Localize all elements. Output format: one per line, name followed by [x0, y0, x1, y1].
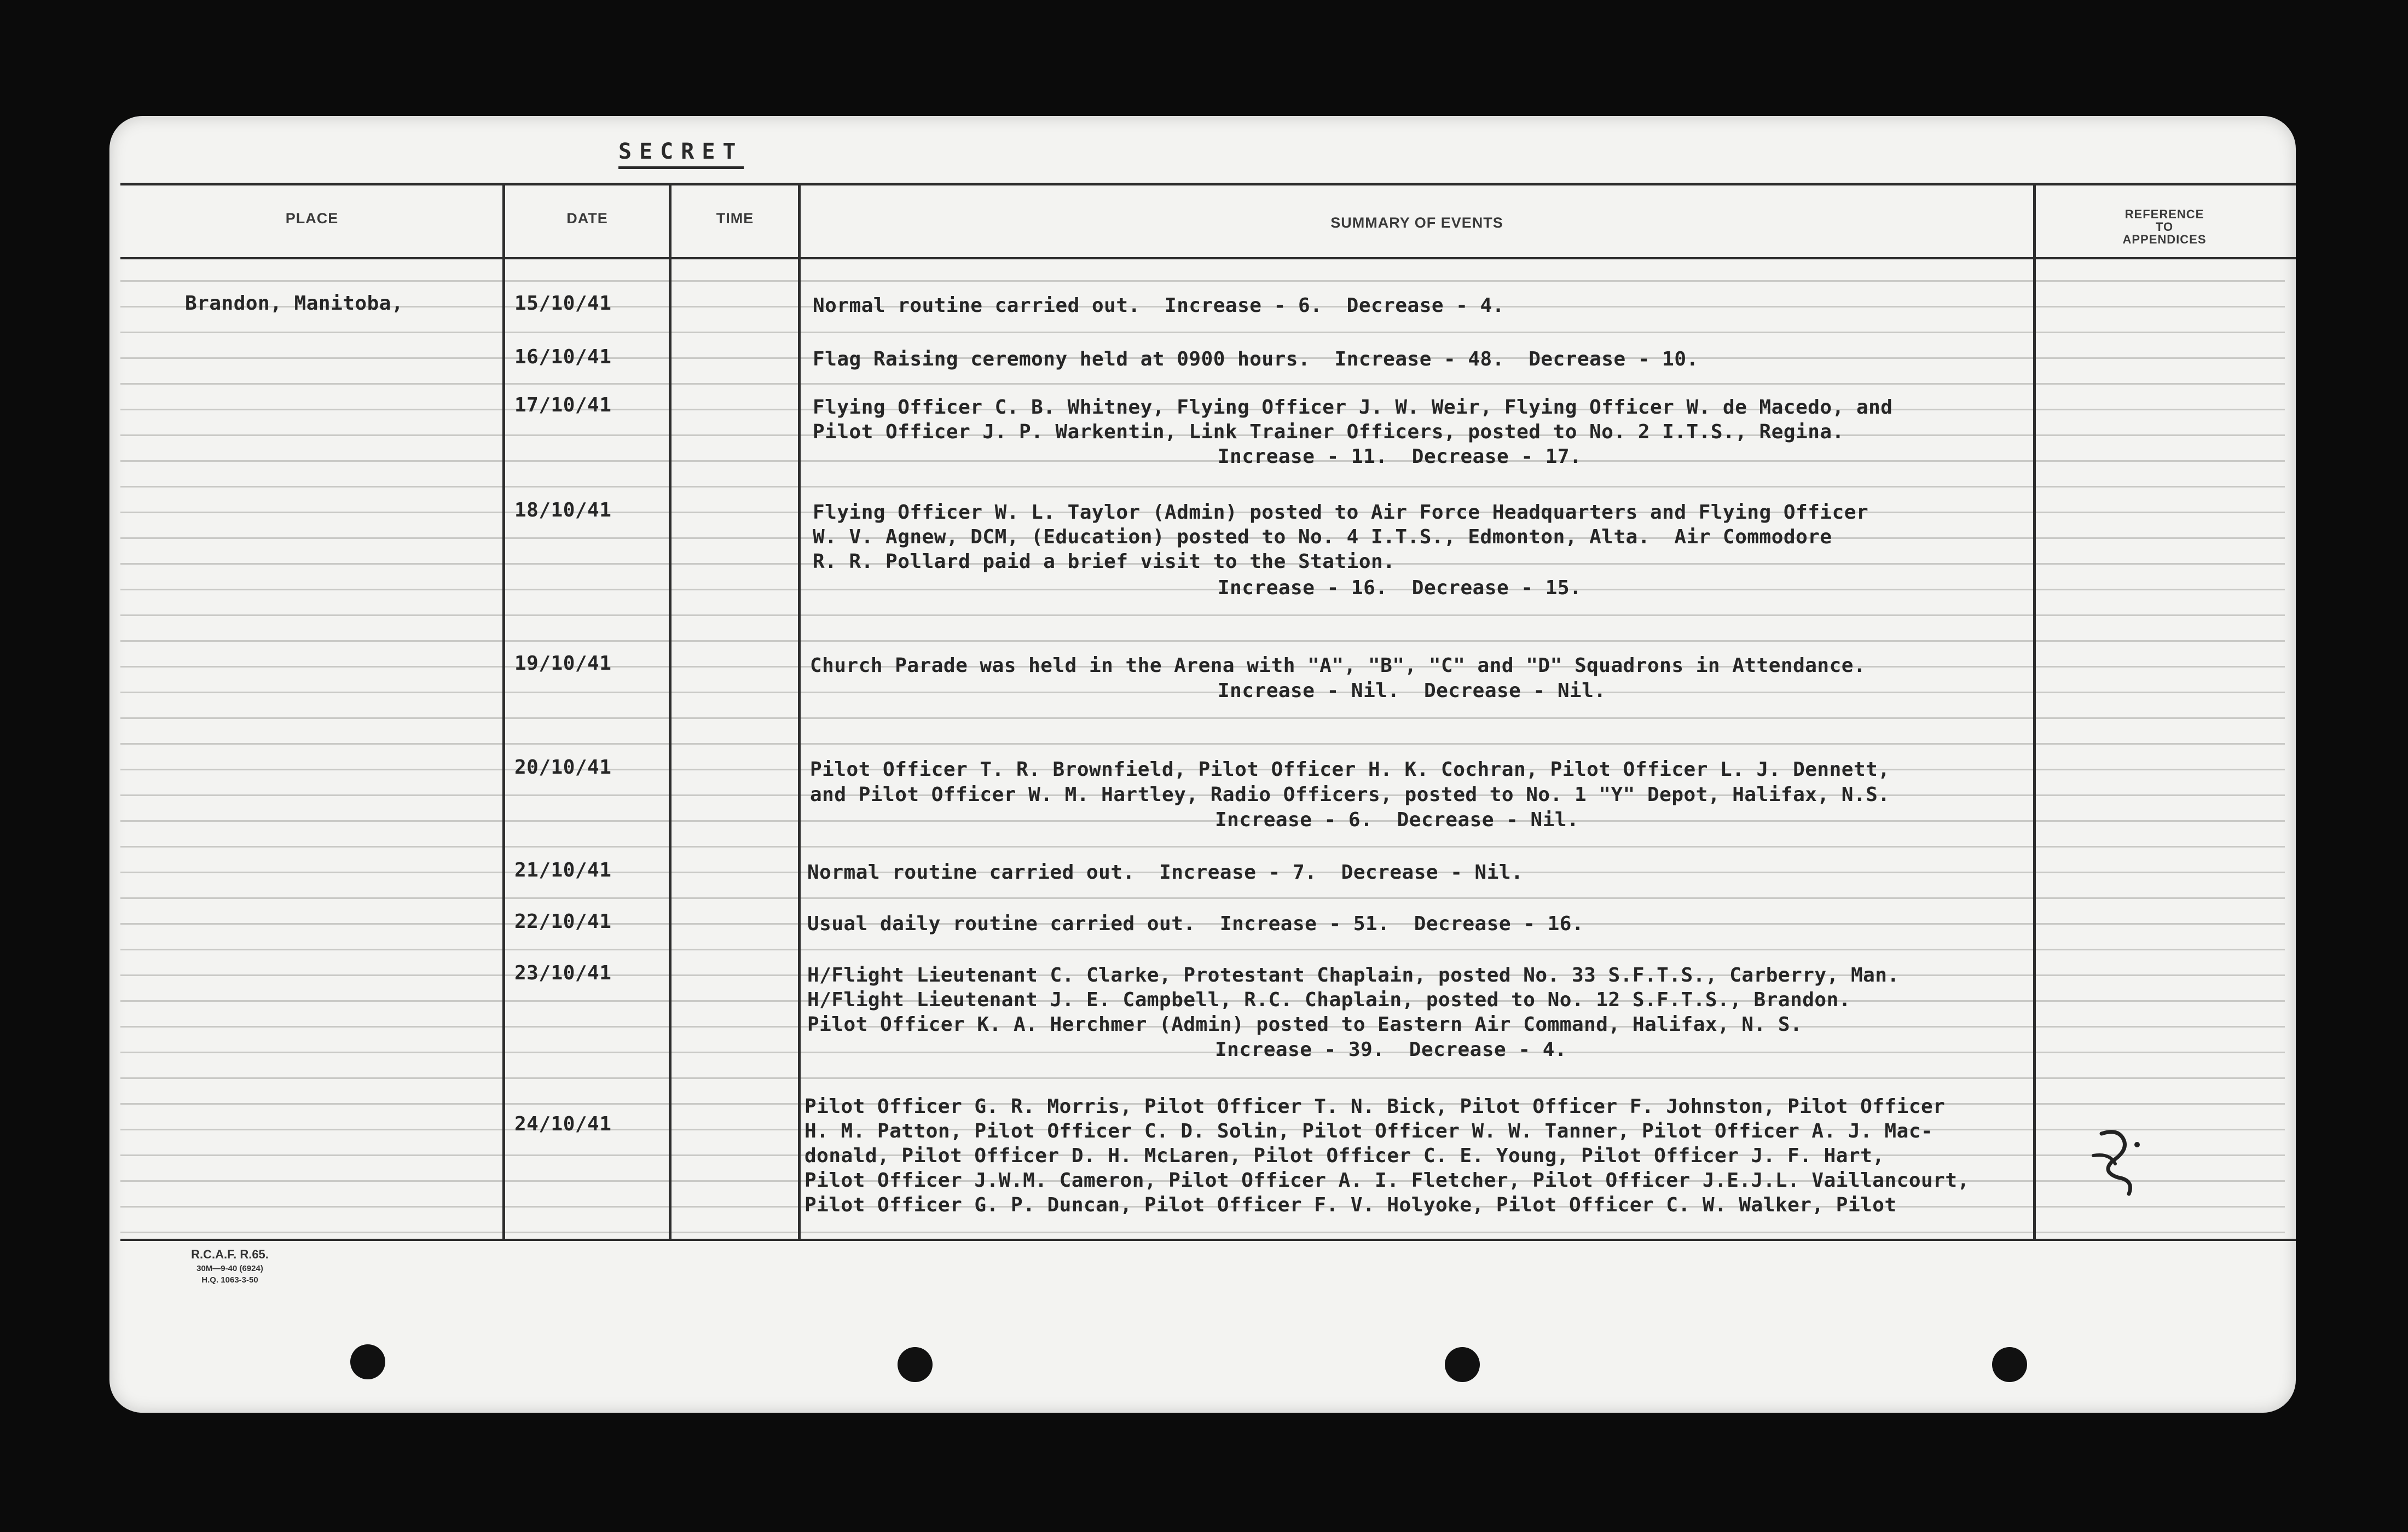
ruled-line	[120, 717, 2285, 719]
entry-line: Flying Officer W. L. Taylor (Admin) posted to Air Force Headquarters and Flying Officer	[813, 501, 1869, 524]
entry-line: H. M. Patton, Pilot Officer C. D. Solin, Pilot Officer W. W. Tanner, Pilot Officer A. J. Mac-	[804, 1120, 1934, 1142]
ruled-line	[120, 692, 2285, 693]
entry-line: and Pilot Officer W. M. Hartley, Radio Officers, posted to No. 1 "Y" Depot, Halifax, N.S.	[810, 784, 1890, 806]
ruled-line	[120, 1052, 2285, 1053]
column-divider-date	[669, 183, 672, 1240]
entry-line: Pilot Officer G. P. Duncan, Pilot Officer F. V. Holyoke, Pilot Officer C. W. Walker, Pilot	[804, 1194, 1897, 1216]
binder-hole	[350, 1344, 385, 1379]
entry-date: 24/10/41	[514, 1113, 612, 1135]
entry-date: 23/10/41	[514, 962, 612, 984]
entry-date: 21/10/41	[514, 859, 612, 881]
entry-date: 22/10/41	[514, 910, 612, 933]
ruled-line	[120, 460, 2285, 462]
form-footer	[159, 1247, 301, 1285]
ruled-line	[120, 383, 2285, 385]
table-top-border	[120, 183, 2296, 185]
ruled-line	[120, 1232, 2285, 1233]
ruled-line	[120, 640, 2285, 642]
entry-date: 16/10/41	[514, 346, 612, 368]
ruled-line	[120, 486, 2285, 488]
form-print-code: 30M—9-40 (6924)	[196, 1264, 263, 1273]
entry-totals: Increase - 39. Decrease - 4.	[1215, 1038, 1567, 1061]
header-bottom-border	[120, 257, 2296, 259]
header-reference-line2: TO	[2155, 220, 2174, 234]
form-number: R.C.A.F. R.65.	[191, 1247, 269, 1261]
entry-line: Pilot Officer T. R. Brownfield, Pilot Officer H. K. Cochran, Pilot Officer L. J. Dennett,	[810, 758, 1890, 781]
entry-date: 20/10/41	[514, 756, 612, 779]
header-reference-line1: REFERENCE	[2125, 207, 2204, 221]
entry-line: Usual daily routine carried out. Increase - 51. Decrease - 16.	[807, 913, 1584, 935]
header-date: DATE	[566, 210, 608, 227]
ruled-line	[120, 589, 2285, 590]
handwritten-initials	[2085, 1123, 2151, 1205]
classification-label: SECRET	[618, 139, 744, 169]
entry-totals: Increase - 11. Decrease - 17.	[1218, 445, 1582, 468]
entry-line: Pilot Officer J. P. Warkentin, Link Trainer Officers, posted to No. 2 I.T.S., Regina.	[813, 421, 1844, 443]
place-text: Brandon, Manitoba,	[185, 292, 404, 315]
entry-totals: Increase - 16. Decrease - 15.	[1218, 577, 1582, 599]
entry-line: R. R. Pollard paid a brief visit to the Station.	[813, 550, 1396, 573]
entry-line: W. V. Agnew, DCM, (Education) posted to No. 4 I.T.S., Edmonton, Alta. Air Commodore	[813, 526, 1832, 548]
entry-date: 18/10/41	[514, 499, 612, 521]
header-reference	[2036, 208, 2293, 246]
ruled-line	[120, 846, 2285, 848]
entry-line: H/Flight Lieutenant C. Clarke, Protestant Chaplain, posted No. 33 S.F.T.S., Carberry, Man.	[807, 964, 1900, 986]
binder-hole	[1992, 1347, 2027, 1382]
entry-line: Church Parade was held in the Arena with "A", "B", "C" and "D" Squadrons in Attendance.	[810, 654, 1866, 677]
entry-line: Flag Raising ceremony held at 0900 hours. Increase - 48. Decrease - 10.	[813, 348, 1699, 370]
ruled-line	[120, 743, 2285, 745]
entry-date: 15/10/41	[514, 292, 612, 315]
header-time: TIME	[716, 210, 754, 227]
document-card	[109, 116, 2296, 1413]
ruled-line	[120, 332, 2285, 333]
entry-date: 19/10/41	[514, 652, 612, 675]
entry-line: Normal routine carried out. Increase - 7. Decrease - Nil.	[807, 861, 1524, 884]
header-reference-line3: APPENDICES	[2122, 233, 2207, 246]
ruled-line	[120, 949, 2285, 950]
entry-line: Pilot Officer K. A. Herchmer (Admin) posted to Eastern Air Command, Halifax, N. S.	[807, 1013, 1803, 1036]
ruled-line	[120, 897, 2285, 899]
table-bottom-border	[120, 1239, 2296, 1241]
header-summary: SUMMARY OF EVENTS	[1330, 214, 1503, 231]
column-divider-summary	[2033, 183, 2036, 1240]
entry-line: Pilot Officer G. R. Morris, Pilot Officer T. N. Bick, Pilot Officer F. Johnston, Pilot Officer	[804, 1095, 1946, 1118]
binder-hole	[1445, 1347, 1480, 1382]
ruled-line	[120, 1077, 2285, 1079]
entry-totals: Increase - 6. Decrease - Nil.	[1215, 809, 1579, 831]
ruled-line	[120, 280, 2285, 282]
entry-line: Pilot Officer J.W.M. Cameron, Pilot Officer A. I. Fletcher, Pilot Officer J.E.J.L. Vaillancourt,	[804, 1169, 1970, 1192]
entry-line: Flying Officer C. B. Whitney, Flying Officer J. W. Weir, Flying Officer W. de Macedo, and	[813, 396, 1893, 419]
entry-line: H/Flight Lieutenant J. E. Campbell, R.C. Chaplain, posted to No. 12 S.F.T.S., Brandon.	[807, 989, 1851, 1011]
entry-line: donald, Pilot Officer D. H. McLaren, Pilot Officer C. E. Young, Pilot Officer J. F. Hart,	[804, 1145, 1885, 1167]
ruled-line	[120, 614, 2285, 616]
entry-line: Normal routine carried out. Increase - 6. Decrease - 4.	[813, 294, 1504, 317]
entry-date: 17/10/41	[514, 394, 612, 416]
column-divider-time	[798, 183, 801, 1240]
binder-hole	[898, 1347, 933, 1382]
header-place: PLACE	[285, 210, 339, 227]
form-hq-code: H.Q. 1063-3-50	[201, 1275, 258, 1285]
column-divider-place	[502, 183, 505, 1240]
entry-totals: Increase - Nil. Decrease - Nil.	[1218, 680, 1606, 702]
ruled-line	[120, 820, 2285, 822]
